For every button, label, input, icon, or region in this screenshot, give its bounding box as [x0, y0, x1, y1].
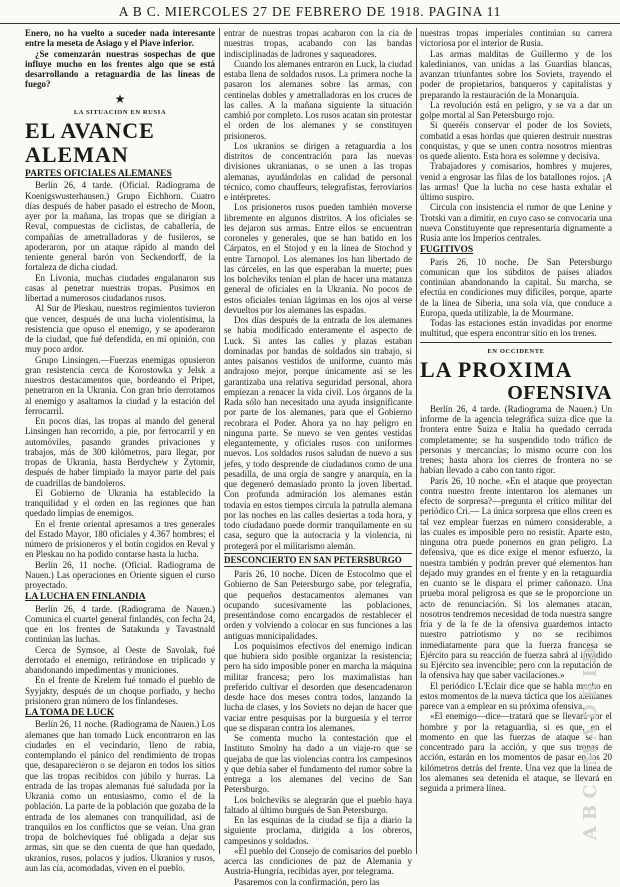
article-paragraph: En las esquinas de la ciudad se fija a diario la siguiente proclama, dirigida a los obreros, campesinos y soldados. [224, 815, 412, 846]
section-kicker: LA SITUACION EN RUSIA [73, 108, 167, 116]
column-rule-1 [219, 28, 220, 854]
article-paragraph: Berlín 26, 11 noche. (Radiograma de Nauen.) Los alemanes que han tomado Luck encontraron en las ciudades en el vecindario, lleno de rabia, contemplando el pánico del rendimiento de tropas que, desaparecieron o se dejaron en todos los sitios que las tropas recibidos con júbilo y hurras. La entrada de las tropas alemanas fué saludada por la Ukrania como un entusiasmo, como el de la población. La parte de la población que gozaba de la entrada de los alemanes con tranquilidad, así de tranquilos en los conflictos que se veían. Una gran tropa de bolcheviques fué obligada a dejar sus armas, sin que se den cuenta de que han quedado, ukranios, rusos, polacos y judíos. Ukranios y rusos, aun las cía, acomodadas, viven en el pueblo. [25, 719, 215, 873]
headline-avance: EL AVANCE ALEMAN [25, 118, 155, 167]
article-paragraph: París 26, 10 noche. «En el ataque que proyectan contra nuestro frente intentaron los alemanes un efecto de sorpresa?—pregunta el crítico militar del periódico Cri.— La única sorpresa que ellos creen es tal vez emplear fuerzas en número considerable, a las cuales es imposible pero no resistir. Aparte esto, ninguna otra puede ponernos en gran peligro. La defensiva, que es dice exige el menor esfuerzo, la nuestra también y podrán prever qué elementos han dejado muy grandes en el frente y en la retaguardia en cuanto se le dispara el primer cañonazo. Una prueba moral peligrosa es que se le proporcione un acto de renunciación. Si los alemanes atacan, nosotros tendremos necesidad de toda nuestra sangre fría y de la fe de la ofensiva guardemos intacto nuestro patriotismo y no se recibimos inmediatamente para que la fuerza francesa se Ejército para su reacción de fuerza sabrá al invadido su Ejército sea invencible; pero con la reputación de la ofensiva hay que saber vacilaciones.» [420, 475, 612, 681]
article-paragraph: Berlín 26, 4 tarde. (Radiograma de Nauen.) Un informe de la agencia telegráfica suiza dice que la frontera entre Suiza e Italia ha quedado cerrada completamente; se ha suspendido todo tráfico de personas y mercancías; lo mismo ocurre con los trenes; hasta ahora los cierres de frontera no se habían llevado a cabo con tanto rigor. [420, 403, 612, 476]
article-paragraph: Cerca de Symsoe, al Oeste de Savolak, fué derrotado el enemigo, retirándose en triplicado y abandonando impedimentas y municiones. [25, 644, 215, 675]
article-paragraph: Los prisioneros rusos pueden también moverse libremente en algunos distritos. A los oficiales se les dejaron sus armas. Entre ellos se encuentran coroneles y generales, que se han batido en los Cárpatos, en el Stojod y en la línea de Stochod y entre Tarnopol. Los alemanes los han libertado de las cárceles, en las que esperaban la muerte; pues los bolcheviks tenían el plan de hacer una matanza general de oficiales en la Ukrania. No pocos de estos oficiales tenían lágrimas en los ojos al verse devueltos por los alemanes las espadas. [224, 202, 412, 315]
article-paragraph: Los ukranios se dirigen a retaguardia a los distritos de concentración para las nuevas divisiones ukranianas, o se unen a las tropas alemanas, ayudándolas en calidad de personal técnico, como chauffeurs, telegrafistas, ferroviarios e intérpretes. [224, 140, 412, 202]
section-kicker-occidente: EN OCCIDENTE [487, 347, 545, 355]
column-rule-2 [416, 28, 417, 854]
article-paragraph: Berlín 26, 4 tarde. (Radiograma de Nauen.) Comunica el cuartel general finlandés, con fecha 24, que en los frentes de Satakunda y Tavastnald continúan las luchas. [25, 603, 215, 645]
article-paragraph: Si queréis conservar el poder de los Soviets, combatid a esas hordas que quieren destruir nuestras conquistas, y que se unen contra nosotros mientras os quede aliento. Esta hora es solemne y decisiva. [420, 120, 612, 161]
column-1 [25, 28, 215, 873]
article-paragraph: El periódico L'Eclair dice que se habla mucho en estos momentos de la nueva táctica que los alemanes parece van a emplear en su próxima ofensiva. [420, 680, 612, 711]
article-paragraph: París 26, 10 noche. De San Petersburgo comunican que los súbditos de países aliados continúan abandonando la capital. Su marcha, se efectúa en condiciones muy difíciles, porque, aparte de la línea de Siberia, una sola vía, que conduce a Europa, queda utilizable, la de Mourmane. [420, 256, 612, 318]
section-divider [420, 342, 612, 343]
article-paragraph: En el frente de Krelem fué tomado el pueblo de Syyjakty, después de un choque porfiado, y hecho prisionero gran número de los finlandeses. [25, 675, 215, 706]
article-paragraph: Dos días después de la entrada de los alemanes se había modificado enteramente el aspecto de Luck. Si antes las calles y plazas estaban dominadas por bandas de soldados sin trabajo, si antes paisanos vestidos de uniforme, cuanto más andrajoso mejor, porque únicamente así se les garantizaba una relativa seguridad personal, ahora empiezan a renacer la vida civil. Los órganos de la Rada sólo han necesitado una ayuda insignificante por parte de los alemanes, para que el Gobierno recobrara el Poder. Ahora ya no hay peligro en ninguna parte. Se nuevo se ven gentes vestidas elegantemente, y oficiales rusos con uniformes nuevos. Los soldados rusos saludan de nuevo a sus jefes, y todo desprende de ciudadanos como de una pesadilla, de una orgía de sangre y anarquía, en la que degeneró demasiado pronto la joven libertad. Con profunda admiración los alemanes están todavía en estos tiempos circula la patrulla alemana por las noches en las calles desiertas a toda hora, y todo ciudadano puede dormir tranquilamente en su casa, seguro que la autocracia y la violencia, ni protegerá por el militarismo alemán. [224, 315, 412, 551]
article-paragraph: «El pueblo del Consejo de comisarios del pueblo acerca las condiciones de paz de Alemania y Austria-Hungría, recibidas ayer, por telegrama. [224, 845, 412, 877]
article-paragraph: Todas las estaciones están invadidas por enorme multitud, que espera encontrar sitio en los trenes. [420, 318, 612, 339]
article-paragraph: Circula con insistencia el rumor de que Lenine y Trotski van a dimitir, en cuyo caso se convocaría una nueva Constituyente que representaría dignamente a Rusia ante los Imperios centrales. [420, 202, 612, 243]
article-paragraph: En pocos días, las tropas al mando del general Linsingen han recorrido, a pie, por ferrocarril y en automóviles, pasando grandes privaciones y trabajos, más de 300 kilómetros, para llegar, por tropas de Ukrania, hasta Berdychew y Zytomir, después de haber limpiado la mayor parte del país de cuadrillas de bandoleros. [25, 416, 215, 488]
article-paragraph: Berlín 26, 11 noche. (Oficial. Radiograma de Nauen.) Las operaciones en Oriente siguen el curso proyectado. [25, 559, 215, 590]
intro-paragraph: Enero, no ha vuelto a suceder nada interesante entre la meseta de Asiago y el Piave inferior. [25, 28, 215, 49]
subhead-partes: PARTES OFICIALES ALEMANES [25, 169, 172, 179]
subhead-finlandia: LA LUCHA EN FINLANDIA [25, 592, 146, 603]
article-paragraph: Pasaremos con la confirmación, pero las [234, 876, 380, 887]
article-paragraph: En Livonia, muchas ciudades engalanaron sus casas al penetrar nuestras tropas. Pusimos en libertad a numerosos ciudadanos rusos. [25, 272, 215, 303]
article-paragraph: En el frente oriental apresamos a tres generales del Estado Mayor, 180 oficiales y 4.367 hombres; el número de prisioneros y el botín cogidos en Reval y en Pleskau no ha podido contarse hasta la lucha. [25, 518, 215, 560]
article-paragraph: Berlín 26, 4 tarde. (Oficial. Radiograma de Koenigswusterhausen.) Grupo Eichhorn. Cuatro días después de haber pasado el estrecho de Moon, ayer por la mañana, las tropas que se dirigían a Reval, compuestas de ciclistas, de caballería, de compañías de ametralladoras y de fusileros, se apoderaron, por un ataque rápido al mando del teniente general barón von Seckendorff, de la fortaleza de dicha ciudad. [25, 180, 215, 273]
article-paragraph: Grupo Linsingen.—Fuerzas enemigas opusieron gran resistencia cerca de Korostowka y Jelsk a nuestros destacamentos que, bordeando el Pripet, penetraron en la Ukrania. Con gran brío derrotamos al enemigo y asaltamos la ciudad y la estación del ferrocarril. [25, 354, 215, 416]
subhead-desconcierto: DESCONCIERTO EN SAN PETERSBURGO [224, 553, 412, 567]
article-paragraph: Los poquísimos efectivos del enemigo indican que hubiera sido posible organizar la resistencia; pero ha sido imposible poner en marcha la máquina militar francesa; pero los maximalistas han preferido cultivar el desorden que desencadenaron desde hace dos meses contra todos, lanzando la lucha de clases, y los Soviets no dejan de hacer que vaciar entre pesquisas por la burguesía y el terror que se disparan contra los alemanes. [224, 640, 412, 733]
article-paragraph: El Gobierno de Ukrania ha establecido la tranquilidad y el orden en las regiones que han quedado limpias de enemigos. [25, 487, 215, 519]
article-paragraph: entrar de nuestras tropas acabaron con la cia de nuestras tropas, acabando con las bandas indisciplinadas de ladrones y saqueadores. [224, 28, 412, 59]
subhead-luck: LA TOMA DE LUCK [25, 708, 115, 718]
article-paragraph: La revolución está en peligro, y se va a dar un golpe mortal al San Petersburgo rojo. [420, 99, 612, 120]
article-paragraph: Los bolcheviks se alegrarán que el pueblo haya faltado al último burgués de San Petersburgo. [224, 794, 412, 815]
headline-ofensiva: OFENSIVA [507, 381, 612, 404]
article-paragraph: nuestras tropas imperiales continúan su carrera victoriosa por el interior de Rusia. [420, 28, 612, 49]
intro-paragraph-2: ¿Se comenzarán nuestras sospechas de que influye mucho en los frentes algo que se está desarrollando a retaguardia de las líneas de fuego? [25, 48, 215, 90]
column-2 [224, 28, 412, 887]
article-paragraph: París 26, 10 noche. Dicen de Estocolmo que el Gobierno de San Petersburgo sabe, por telegrafía, que pequeños destacamentos alemanes van ocupando sucesivamente las poblaciones, presentándose como encargados de restablecer el orden y volviendo a colocar en sus funciones a las antiguas municipalidades. [224, 569, 412, 641]
star-ornament-icon: ★ [114, 91, 126, 106]
article-paragraph: Al Sur de Pleskau, nuestros regimientos tuvieron que vencer, después de una lucha violentísima, la resistencia que opuso el enemigo, y se apoderaron de la ciudad, que fué defendida, en mi opinión, con muy poco ardor. [25, 303, 215, 355]
subhead-fugitivos: FUGITIVOS [420, 245, 474, 256]
article-paragraph: Trabajadores y comisarios, hombres y mujeres, venid a engrosar las filas de los batallones rojos. ¡A las armas! Que la lucha no cese hasta exhalar el último suspiro. [420, 161, 612, 202]
article-paragraph: «El enemigo—dice—tratará que se llevará por el hombre y por la retaguardia, si es que, en el momento en que las fuerzas de ataque se han concentrado para la acción, y que sus tropas de acción, estarán en los momentos de pasar en los 20 kilómetros detrás del frente. Una vez que la línea de los alemanes sea detenida el ataque, se llevará en seguida a primera línea. [420, 711, 612, 793]
article-paragraph: Las armas malditas de Guillermo y de los kaledinianos, van unidas a las Guardias blancas, avanzan triunfantes sobre los Soviets, trayendo el poder de propietarios, banqueros y capitalistas y preparando la restauración de la Monarquía. [420, 48, 612, 100]
watermark: ABC MADRID [580, 641, 601, 840]
article-paragraph: Se comenta mucho la contestación que el Instituto Smolny ha dado a un viaje-ro que se quejaba de que las violencias contra los campesinos y que debía saber el fundamento del rumor sobre la entrega a los alemanes del vecino de San Petersburgo. [224, 733, 412, 795]
masthead: A B C. MIERCOLES 27 DE FEBRERO DE 1918. PAGINA 11 [0, 0, 620, 24]
headline-proxima: LA PROXIMA [420, 356, 573, 382]
article-paragraph: Cuando los alemanes entraron en Luck, la ciudad estaba llena de soldados rusos. La primera noche la pasaron los alemanes sobre las armas, con centinelas dobles y ametralladoras en los cruces de las calles. A la mañana siguiente la situación cambió por completo. Los rusos acatan sin protestar el orden de los alemanes y se constituyen prisioneros. [224, 58, 412, 141]
